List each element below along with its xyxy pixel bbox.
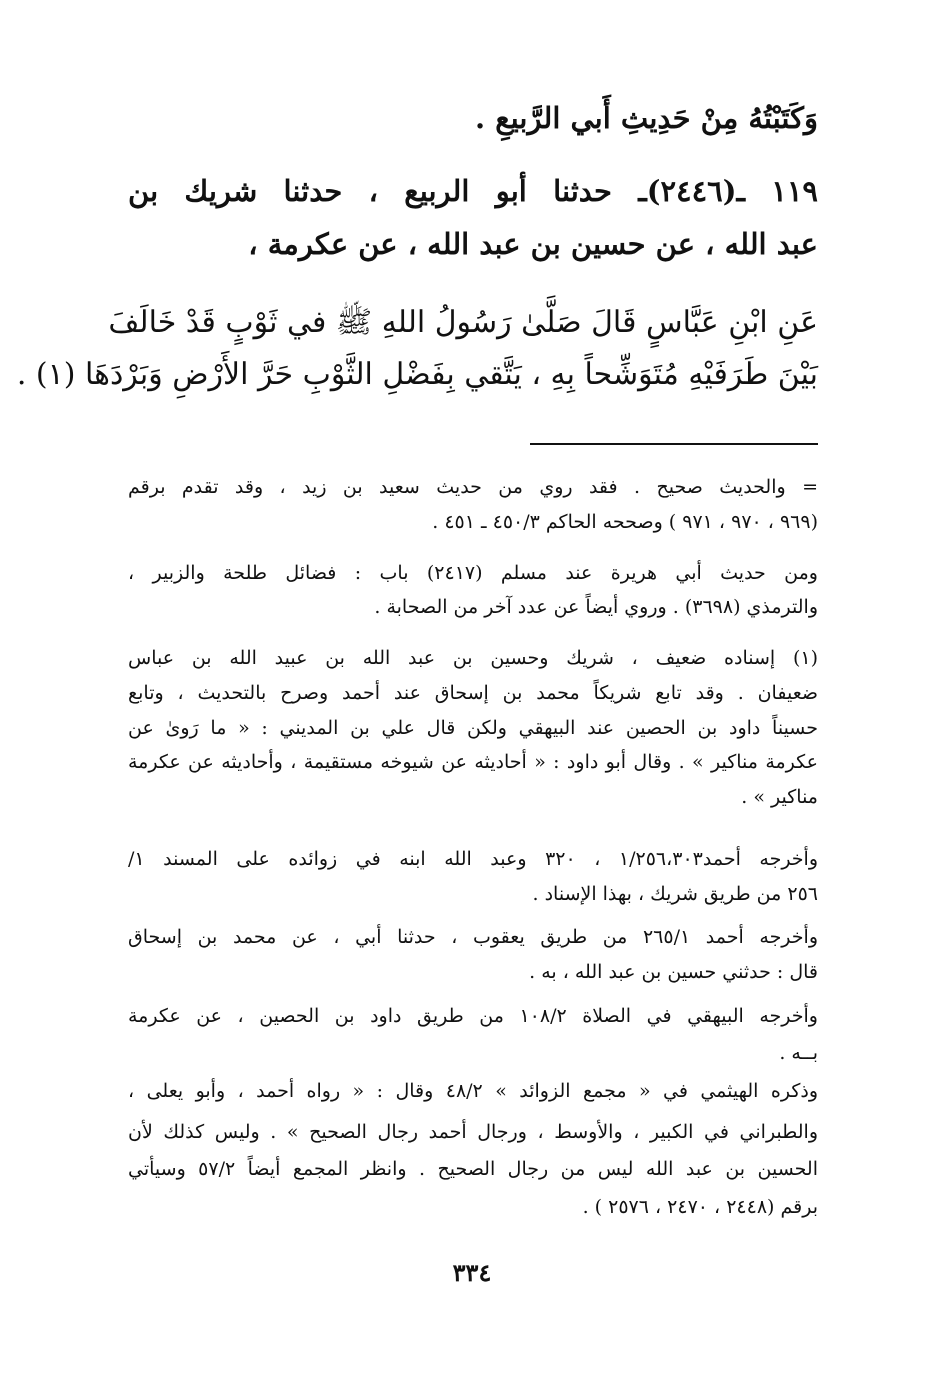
footnote-line: وذكره الهيثمي في « مجمع الزوائد » ٤٨/٢ وقال : « رواه أحمد ، وأبو يعلى ،: [128, 1080, 819, 1102]
footnote-line: وأخرجه أحمد١/٢٥٦،٣٠٣ ، ٣٢٠ وعبد الله ابنه في زوائده على المسند ١/: [128, 848, 819, 870]
matn-line-2: بَيْنَ طَرَفَيْهِ مُتَوَشِّحاً بِهِ ، يَتَّقي بِفَضْلِ الثَّوْبِ حَرَّ الأَرْضِ وَبَرْدَهَا (١) .: [16, 357, 818, 392]
footnote-line: = والحديث صحيح . فقد روي من حديث سعيد بن زيد ، وقد تقدم برقم: [128, 476, 818, 498]
footnote-line: (٩٦٩ ، ٩٧٠ ، ٩٧١ ) وصححه الحاكم ٤٥٠/٣ ـ ٤٥١ .: [432, 511, 818, 533]
footnote-line: قال : حدثني حسين بن عبد الله ، به .: [529, 961, 818, 983]
footnote-line: وأخرجه أحمد ٢٦٥/١ من طريق يعقوب ، حدثنا أبي ، عن محمد بن إسحاق: [128, 926, 818, 948]
footnote-line: والطبراني في الكبير ، والأوسط ، ورجال أحمد رجال الصحيح » . وليس كذلك لأن: [128, 1121, 818, 1143]
footnote-line: (١) إسناده ضعيف ، شريك وحسين بن عبد الله بن عبيد الله بن عباس: [128, 647, 818, 669]
footnote-line: حسيناً داود بن الحصين عند البيهقي ولكن قال علي بن المديني : « ما رَوىٰ عن: [128, 717, 818, 739]
page-number: ٣٣٤: [452, 1258, 492, 1287]
footnote-line: وأخرجه البيهقي في الصلاة ١٠٨/٢ من طريق داود بن الحصين ، عن عكرمة: [128, 1005, 818, 1027]
footnote-line: الحسين بن عبد الله ليس من رجال الصحيح . وانظر المجمع أيضاً ٥٧/٢ وسيأتي: [128, 1158, 818, 1180]
footnote-line: ومن حديث أبي هريرة عند مسلم (٢٤١٧) باب : فضائل طلحة والزبير ،: [128, 562, 818, 584]
footnote-line: مناكير » .: [741, 786, 818, 808]
footnote-line: ضعيفان . وقد تابع شريكاً محمد بن إسحاق عند أحمد وصرح بالتحديث ، وتابع: [128, 682, 818, 704]
footnote-line: ٢٥٦ من طريق شريك ، بهذا الإسناد .: [532, 883, 818, 905]
footnote-separator: [530, 443, 818, 445]
hadith-heading-line: ١١٩ ـ(٢٤٤٦)ـ حدثنا أبو الربيع ، حدثنا شريك بن: [128, 174, 818, 208]
footnote-line: بــه .: [779, 1042, 818, 1064]
footnote-line: برقم (٢٤٤٨ ، ٢٤٧٠ ، ٢٥٧٦ ) .: [582, 1196, 818, 1218]
main-text-line-1: وَكَتَبْتُهُ مِنْ حَدِيثِ أَبي الرَّبيعِ .: [475, 101, 818, 135]
footnote-line: عكرمة مناكير » . وقال أبو داود : « أحاديثه عن شيوخه مستقيمة ، وأحاديثه عن عكرمة: [128, 751, 818, 773]
matn-line-1: عَنِ ابْنِ عَبَّاسٍ قَالَ صَلَّىٰ رَسُولُ اللهِ ﷺ في ثَوْبٍ قَدْ خَالَفَ: [108, 305, 818, 340]
footnote-line: والترمذي (٣٦٩٨) . وروي أيضاً عن عدد آخر من الصحابة .: [374, 596, 818, 618]
isnad-line: عبد الله ، عن حسين بن عبد الله ، عن عكرمة ،: [248, 227, 818, 261]
